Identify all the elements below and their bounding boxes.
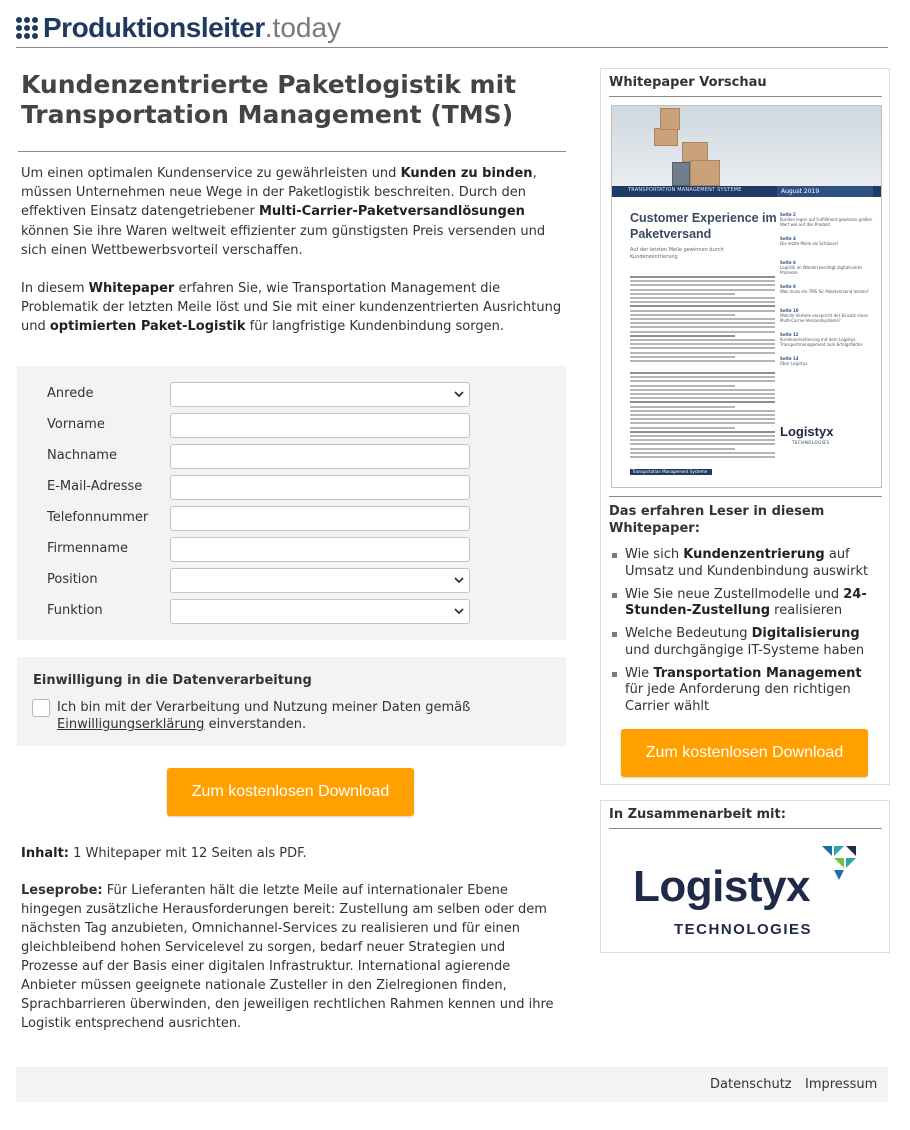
site-footer (16, 1067, 888, 1102)
preview-bottom-rule (609, 496, 882, 497)
form-row-vorname (47, 413, 547, 439)
intro-p1-text: können Sie ihre Waren weltweit effizienter zum günstigsten Preis versenden und sich einen Wettbewerbsvorteil verschaffen. (21, 223, 546, 258)
cover-title: Customer Experience im Paketversand (630, 211, 777, 241)
learn-item-text: und durchgängige IT-Systeme haben (625, 642, 865, 658)
reading-sample (21, 881, 566, 1033)
cover-text-line (630, 343, 775, 345)
text-input[interactable] (171, 476, 469, 499)
cover-text-line (630, 372, 775, 374)
cover-toc-text: Was muss ein TMS für Paketversand leisten? (780, 289, 870, 294)
cover-band-label: TRANSPORTATION MANAGEMENT SYSTEME (628, 187, 742, 193)
whitepaper-cover-image[interactable] (611, 105, 882, 488)
cover-logo-sub: TECHNOLOGIES (792, 440, 830, 445)
cover-text-line (630, 435, 775, 437)
page-title: Kundenzentrierte Paketlogistik mit Transportation Management (TMS) (21, 70, 517, 129)
cover-text-line (630, 448, 735, 450)
sidebar-download-button[interactable]: Zum kostenlosen Download (621, 729, 868, 777)
cover-text-line (630, 431, 775, 433)
chevron-down-icon (453, 605, 465, 617)
intro-paragraph-2 (21, 279, 566, 337)
cover-text-line (630, 297, 775, 299)
cover-text-line (630, 347, 775, 349)
cover-text-line (630, 310, 775, 312)
cover-toc-item (780, 260, 880, 275)
cover-text-line (630, 443, 775, 445)
intro-p1-bold: Multi-Carrier-Paketversandlösungen (258, 204, 525, 220)
learn-list-item (609, 587, 881, 620)
cover-toc-text: Logistik im Wandel benötigt digitalisierte Prozesse (780, 265, 862, 275)
cover-box-icon (654, 128, 678, 146)
learn-list-item (609, 626, 881, 659)
form-row-e-mail-adresse (47, 475, 547, 501)
partner-logo-sub: TECHNOLOGIES (674, 921, 813, 938)
cover-text-line (630, 360, 775, 362)
consent-text (57, 699, 537, 733)
cover-text-line (630, 393, 775, 395)
cover-text-line (630, 305, 775, 307)
chevron-down-icon (453, 574, 465, 586)
cover-band (612, 186, 881, 197)
text-input[interactable] (171, 538, 469, 561)
cover-toc-page: Seite 4 (780, 236, 796, 241)
reading-sample-text: Für Lieferanten hält die letzte Meile auf internationaler Ebene hingegen zusätzliche Herausforderungen bereit: Zustellung am selben oder dem nächsten Tag anzubieten, Omnichannel-Services zu realisieren und für einen gleichbleibend hohen Servicelevel zu sorgen, bedarf neuer Strategien und Prozesse auf der Basis einer digitalen Infrastruktur. International agierende Anbieter müssen geeignete nationale Zusteller in den Zielregionen finden, Sprachbarrieren überwinden, den jeweiligen rechtlichen Rahmen kennen und ihre Logistik entsprechend ausrichten. (21, 883, 554, 1031)
cover-toc-item (780, 284, 880, 294)
cover-toc-item (780, 308, 880, 323)
cover-logo: Logistyx (780, 424, 834, 439)
intro-paragraph-1 (21, 164, 566, 260)
preview-heading-rule (609, 96, 882, 97)
cover-text-line (630, 280, 775, 282)
intro-p1-text: Um einen optimalen Kundenservice zu gewährleisten und (21, 166, 401, 181)
text-input[interactable] (171, 445, 469, 468)
learn-list-item (609, 666, 881, 716)
logo-dots-icon (16, 17, 38, 39)
cover-toc-text: Kundenorientierung mit dem Logistyx Transportmanagement zum Erfolgsfaktor (780, 337, 863, 347)
cover-text-line (630, 418, 775, 420)
form-row-anrede (47, 382, 547, 408)
cover-text-line (630, 314, 735, 316)
cover-toc-page: Seite 8 (780, 284, 796, 289)
cover-toc-item (780, 212, 880, 227)
intro-p1-bold: Kunden zu binden (400, 166, 533, 181)
cover-toc-page: Seite 10 (780, 308, 799, 313)
learn-item-bold: Kundenzentrierung (683, 547, 825, 562)
chevron-down-icon (453, 388, 465, 400)
download-button[interactable]: Zum kostenlosen Download (167, 768, 414, 816)
cover-toc-page: Seite 12 (780, 332, 799, 337)
cover-text-line (630, 452, 775, 454)
cover-toc-page: Seite 2 (780, 212, 796, 217)
form-label-e-mail-adresse: E-Mail-Adresse (47, 479, 143, 494)
cover-box-icon (660, 108, 680, 130)
partner-panel (600, 800, 890, 953)
intro-p2-text: In diesem (21, 281, 89, 297)
cover-text-line (630, 339, 775, 341)
cover-text-line (630, 335, 735, 337)
learn-item-bold: Digitalisierung (751, 626, 860, 641)
footer-imprint-link[interactable]: Impressum (805, 1077, 878, 1092)
consent-text-before: Ich bin mit der Verarbeitung und Nutzung meiner Daten gemäß (57, 700, 471, 715)
footer-privacy-link[interactable]: Datenschutz (710, 1077, 792, 1092)
cover-box-icon (682, 142, 708, 162)
select-funktion[interactable] (170, 599, 470, 624)
cover-text-line (630, 322, 775, 324)
input-telefonnummer[interactable] (170, 506, 470, 531)
select-position[interactable] (170, 568, 470, 593)
form-label-firmenname: Firmenname (47, 541, 129, 556)
cover-text-line (630, 352, 775, 354)
input-nachname[interactable] (170, 444, 470, 469)
partner-heading-rule (609, 828, 882, 829)
form-row-funktion (47, 599, 547, 625)
cover-toc-item (780, 356, 880, 366)
text-input[interactable] (171, 507, 469, 530)
form-label-vorname: Vorname (47, 417, 105, 432)
intro-p2-bold: optimierten Paket-Logistik (49, 319, 246, 335)
cover-text-line (630, 331, 775, 333)
content-info-text: 1 Whitepaper mit 12 Seiten als PDF. (69, 846, 307, 861)
whitepaper-preview-panel (600, 68, 890, 785)
form-label-telefonnummer: Telefonnummer (47, 510, 149, 525)
partner-logo[interactable]: Logistyx (633, 862, 810, 911)
cover-toc-item (780, 332, 880, 347)
input-vorname[interactable] (170, 413, 470, 438)
cover-toc-text: Kunden legen auf Fulfillment gewissen großen Wert wie auf das Produkt (780, 217, 873, 227)
consent-checkbox[interactable] (32, 699, 50, 717)
cover-text-line (630, 318, 775, 320)
cover-text-line (630, 414, 775, 416)
learn-list (609, 547, 881, 722)
cover-text-line (630, 284, 775, 286)
learn-item-bold: 24-Stunden-Zustellung (625, 586, 867, 618)
learn-heading: Das erfahren Leser in diesem Whitepaper: (609, 504, 825, 536)
form-label-funktion: Funktion (47, 603, 103, 618)
cover-text-line (630, 289, 775, 291)
form-label-anrede: Anrede (47, 386, 94, 401)
form-row-telefonnummer (47, 506, 547, 532)
input-e-mail-adresse[interactable] (170, 475, 470, 500)
form-label-position: Position (47, 572, 98, 587)
intro-text (21, 164, 566, 356)
intro-p1-text: , müssen Unternehmen neue Wege in der Paketlogistik beschreiten. Durch den effektiven Einsatz datengetriebener (21, 166, 537, 220)
cover-text-line (630, 276, 775, 278)
select-anrede[interactable] (170, 382, 470, 407)
logo-name: Produktionsleiter (43, 12, 265, 43)
cover-band-date: August 2019 (777, 186, 873, 197)
consent-text-after: einverstanden. (204, 717, 307, 732)
partner-heading: In Zusammenarbeit mit: (609, 807, 786, 822)
consent-title: Einwilligung in die Datenverarbeitung (33, 673, 312, 688)
cover-text-line (630, 401, 775, 403)
cover-text-line (630, 326, 775, 328)
cover-sky (612, 106, 881, 186)
learn-list-item (609, 547, 881, 580)
intro-p2-bold: Whitepaper (88, 281, 175, 297)
learn-item-text: Welche Bedeutung (625, 626, 752, 641)
reading-sample-label: Leseprobe: (21, 883, 103, 898)
cover-toc-item (780, 236, 880, 246)
learn-item-text: realisieren (770, 603, 843, 618)
title-divider (18, 151, 566, 152)
cover-box-icon (690, 160, 720, 186)
learn-item-text: auf Umsatz und Kundenbindung auswirkt (625, 547, 869, 579)
cover-toc-text: Die letzte Meile als Schlüssel (780, 241, 838, 246)
form-label-nachname: Nachname (47, 448, 117, 463)
intro-p2-text: erfahren Sie, wie Transportation Management die Problematik der letzten Meile löst und Sie mit einer kundenzentrierten Ausrichtung und (21, 281, 562, 335)
learn-item-text: Wie sich (625, 547, 684, 562)
cover-text-line (630, 376, 775, 378)
cover-toc-page: Seite 6 (780, 260, 796, 265)
cover-text-line (630, 456, 775, 458)
cover-toc-page: Seite 13 (780, 356, 799, 361)
cover-text-line (630, 293, 735, 295)
cover-text-line (630, 410, 775, 412)
text-input[interactable] (171, 414, 469, 437)
cover-subtitle: Auf der letzten Meile gewinnen durch Kundenzentrierung (630, 247, 724, 260)
cover-text-line (630, 422, 775, 424)
learn-item-text: Wie Sie neue Zustellmodelle und (625, 586, 844, 602)
input-firmenname[interactable] (170, 537, 470, 562)
learn-item-text: Wie (625, 665, 654, 681)
cover-text-line (630, 385, 735, 387)
cover-text-line (630, 397, 775, 399)
cover-text-line (630, 356, 735, 358)
cover-footer-bar (630, 469, 712, 475)
cover-text-line (630, 406, 735, 408)
preview-heading: Whitepaper Vorschau (609, 75, 767, 90)
logistyx-mark-icon (822, 846, 856, 880)
cover-text-line (630, 427, 735, 429)
cover-footer-text: Transportation Management Systeme (632, 469, 708, 474)
cover-text-line (630, 439, 775, 441)
form-row-position (47, 568, 547, 594)
cover-toc-text: Über Logistyx (780, 361, 808, 366)
main-content (21, 70, 566, 130)
content-info (21, 844, 566, 863)
site-logo[interactable] (16, 12, 341, 44)
download-form (17, 366, 566, 640)
cover-text-line (630, 380, 775, 382)
learn-item-text: für jede Anforderung den richtigen Carrier wählt (625, 682, 851, 714)
cover-text-line (630, 301, 775, 303)
cover-person-icon (672, 162, 690, 186)
cover-toc-text: Welche Vorteile verspricht der Einsatz eines Multi-Carrier-Versandsystems? (780, 313, 868, 323)
consent-link[interactable]: Einwilligungserklärung (57, 717, 205, 732)
cover-text-line (630, 389, 775, 391)
content-info-label: Inhalt: (21, 846, 69, 861)
form-row-firmenname (47, 537, 547, 563)
site-header (16, 10, 888, 48)
intro-p2-text: für langfristige Kundenbindung sorgen. (245, 319, 504, 335)
form-row-nachname (47, 444, 547, 470)
consent-section (17, 657, 566, 746)
logo-tld: .today (264, 12, 342, 43)
learn-item-bold: Transportation Management (653, 665, 862, 681)
